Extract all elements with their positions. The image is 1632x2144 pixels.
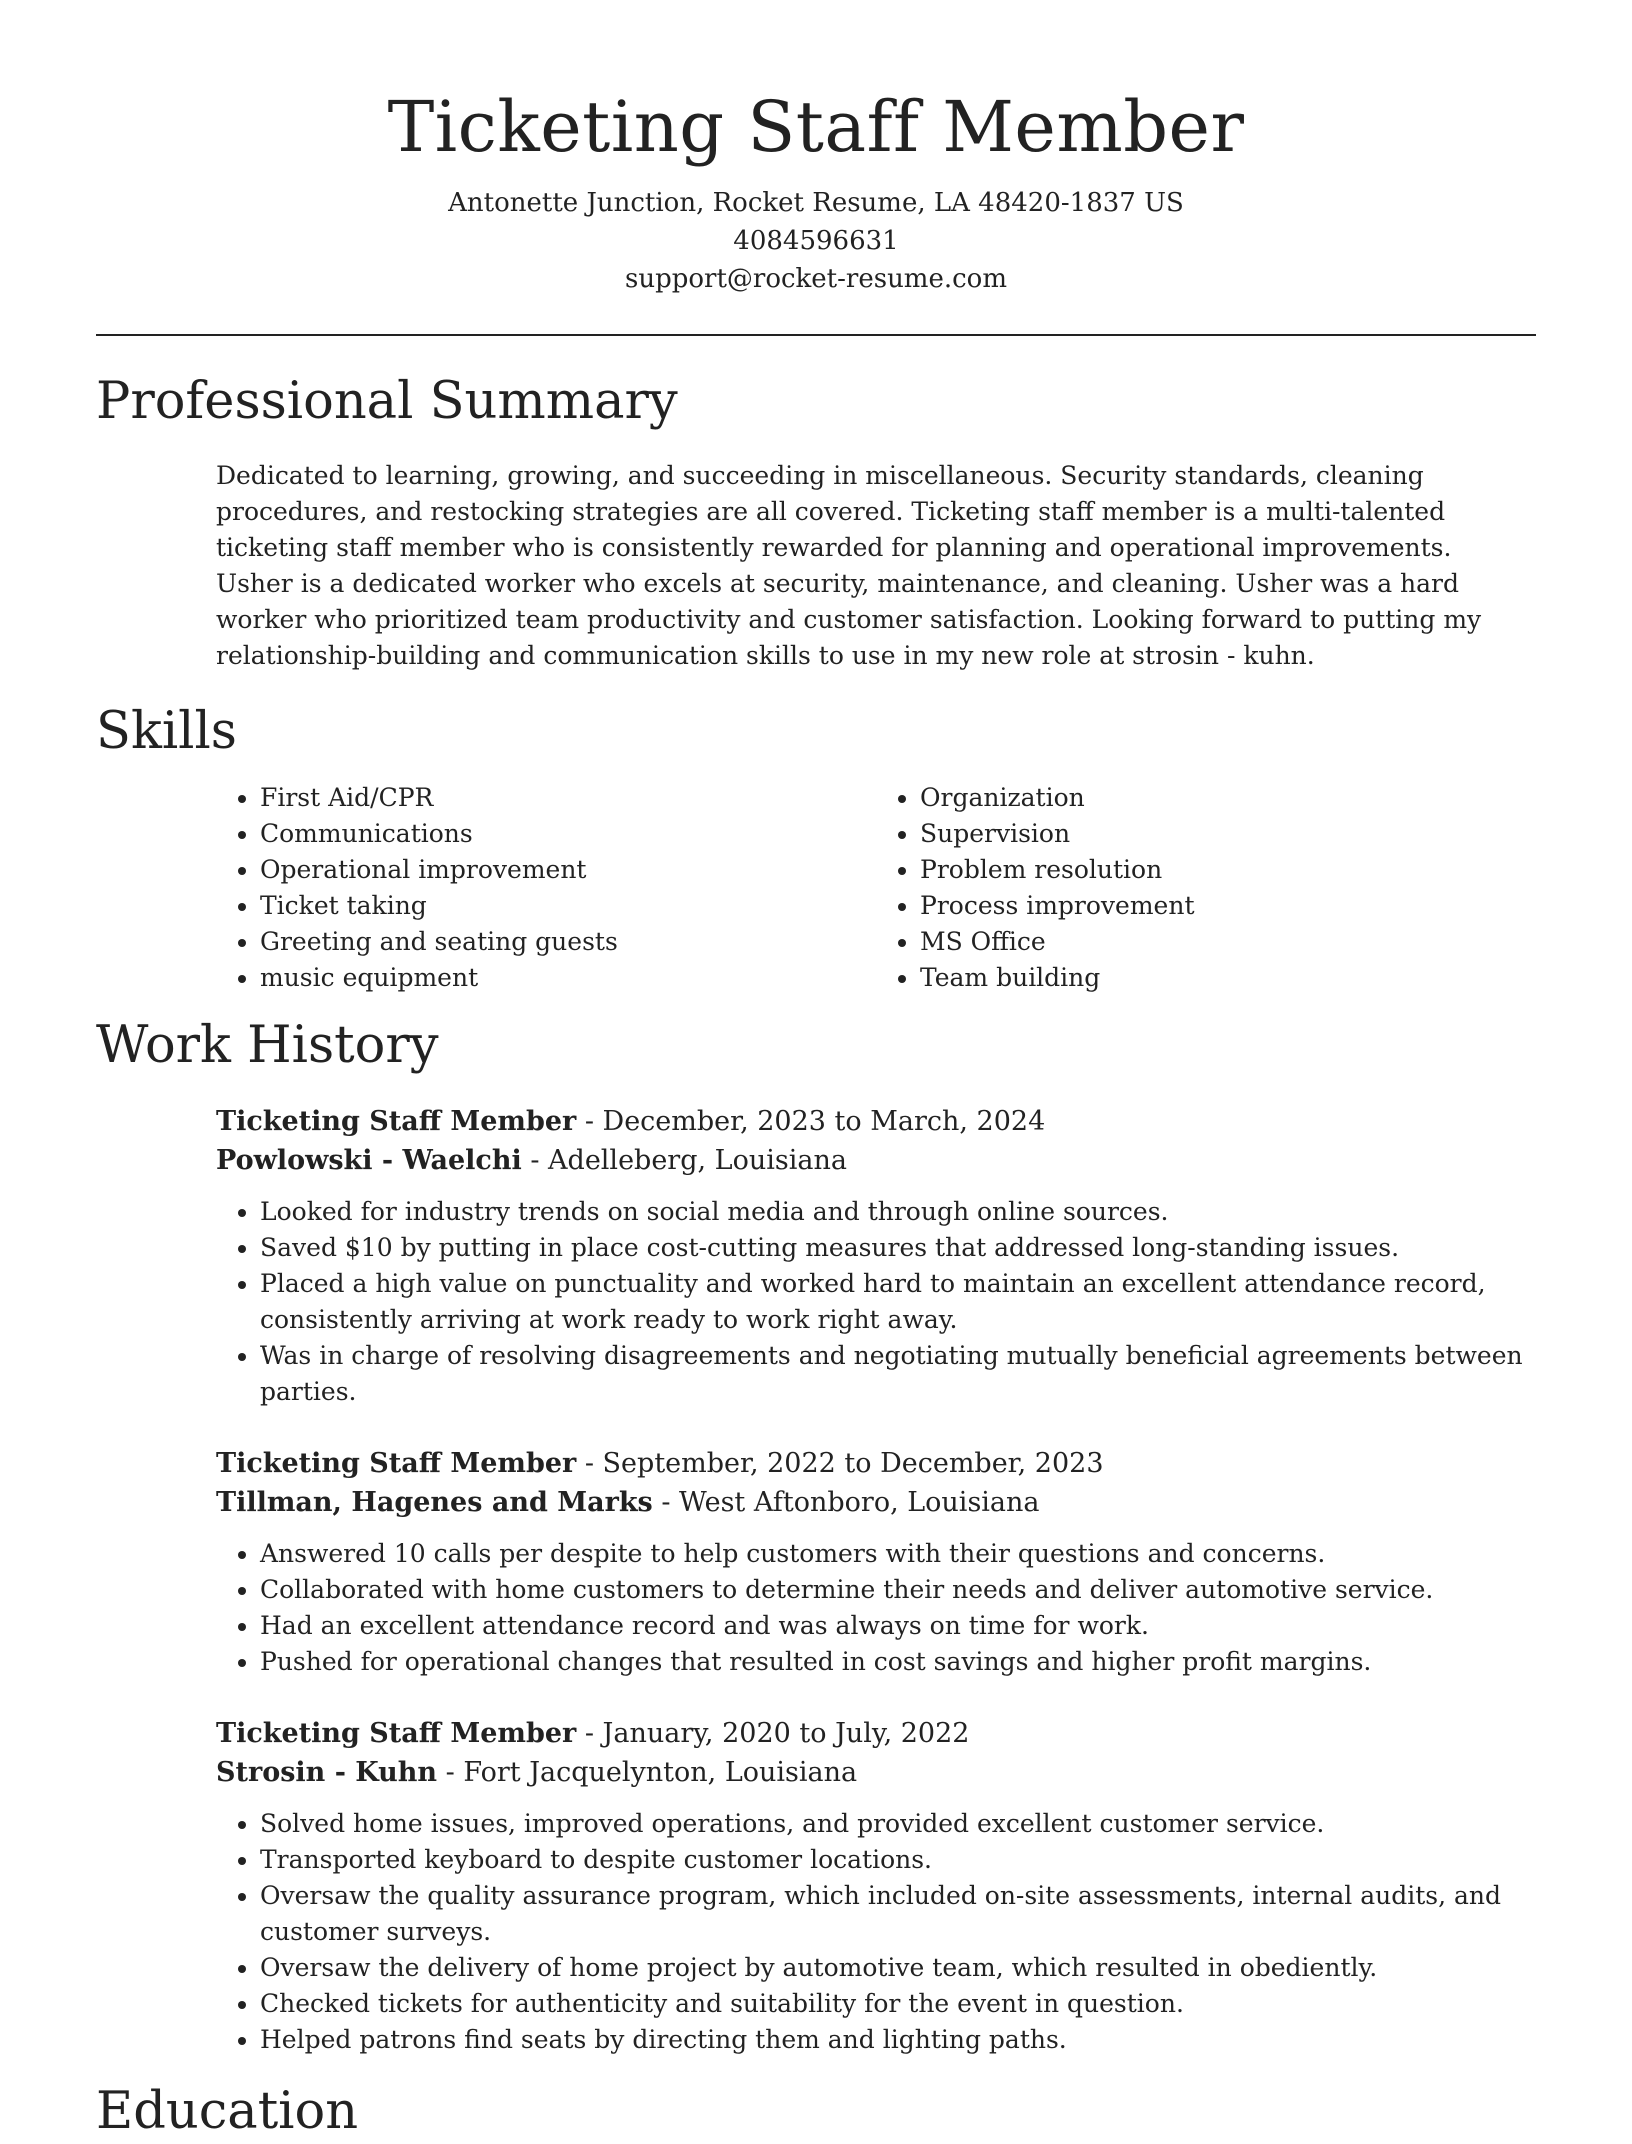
job-bullet: • Saved $10 by putting in place cost-cutting measures that addressed long-standing issues.: [260, 1230, 1536, 1266]
skill-item: • Problem resolution: [920, 852, 1536, 888]
job-location: - Adelleberg, Louisiana: [521, 1145, 847, 1176]
job-bullet: • Transported keyboard to despite customer locations.: [260, 1842, 1536, 1878]
job-role-line: [216, 1444, 1536, 1483]
job-bullet: • Solved home issues, improved operations, and provided excellent customer service.: [260, 1806, 1536, 1842]
job-bullet: • Looked for industry trends on social media and through online sources.: [260, 1194, 1536, 1230]
job-bullet: • Pushed for operational changes that resulted in cost savings and higher profit margins.: [260, 1644, 1536, 1680]
summary-text: Dedicated to learning, growing, and succeeding in miscellaneous. Security standards, cleaning procedures, and restocking strategies are all covered. Ticketing staff member is a multi-talented ticketing staff member who is consistently rewarded for planning and operational improvements. Usher is a dedicated worker who excels at security, maintenance, and cleaning. Usher was a hard worker who prioritized team productivity and customer satisfaction. Looking forward to putting my relationship-building and communication skills to use in my new role at strosin - kuhn.: [216, 461, 1482, 670]
job-role: Ticketing Staff Member: [216, 1448, 577, 1479]
section-title-work-history: Work History: [96, 1016, 439, 1075]
job-company: Strosin - Kuhn: [216, 1757, 438, 1788]
job-bullets: [216, 1536, 1536, 1680]
skill-item: • Process improvement: [920, 888, 1536, 924]
resume-header: [96, 0, 1536, 298]
job-company-line: [216, 1141, 1536, 1180]
job-role: Ticketing Staff Member: [216, 1106, 577, 1137]
skill-item: • Supervision: [920, 816, 1536, 852]
job-bullets: [216, 1806, 1536, 2058]
section-title-skills: Skills: [96, 702, 237, 761]
skill-item: • Organization: [920, 780, 1536, 816]
job-bullets: [216, 1194, 1536, 1410]
contact-address: Antonette Junction, Rocket Resume, LA 48420-1837 US: [448, 188, 1184, 218]
job-company: Powlowski - Waelchi: [216, 1145, 522, 1176]
job-bullet: • Oversaw the quality assurance program, which included on-site assessments, internal audits, and customer surveys.: [260, 1878, 1536, 1950]
job-bullet: • Was in charge of resolving disagreements and negotiating mutually beneficial agreements between parties.: [260, 1338, 1536, 1410]
job-bullet: • Oversaw the delivery of home project by automotive team, which resulted in obediently.: [260, 1950, 1536, 1986]
job-role-line: [216, 1102, 1536, 1141]
job-bullet: • Collaborated with home customers to determine their needs and deliver automotive service.: [260, 1572, 1536, 1608]
job-company-line: [216, 1753, 1536, 1792]
job-location: - Fort Jacquelynton, Louisiana: [437, 1757, 858, 1788]
skill-item: • MS Office: [920, 924, 1536, 960]
skill-item: • Ticket taking: [260, 888, 876, 924]
job-role: Ticketing Staff Member: [216, 1718, 577, 1749]
job-bullet: • Helped patrons find seats by directing them and lighting paths.: [260, 2022, 1536, 2058]
job-dates: - December, 2023 to March, 2024: [576, 1106, 1046, 1137]
job-role-line: [216, 1714, 1536, 1753]
skills-column-right: [876, 780, 1536, 996]
job-entry: [216, 1444, 1536, 1680]
job-company: Tillman, Hagenes and Marks: [216, 1487, 653, 1518]
job-location: - West Aftonboro, Louisiana: [652, 1487, 1040, 1518]
skills-column-left: [216, 780, 876, 996]
job-bullet: • Placed a high value on punctuality and worked hard to maintain an excellent attendance record, consistently arriving at work ready to work right away.: [260, 1266, 1536, 1338]
job-company-line: [216, 1483, 1536, 1522]
job-bullet: • Had an excellent attendance record and was always on time for work.: [260, 1608, 1536, 1644]
job-entry: [216, 1102, 1536, 1410]
skill-item: • Communications: [260, 816, 876, 852]
section-title-summary: Professional Summary: [96, 372, 678, 431]
resume-page: [96, 0, 1536, 2144]
job-entry: [216, 1714, 1536, 2058]
skills-grid: [216, 780, 1536, 996]
job-dates: - September, 2022 to December, 2023: [576, 1448, 1104, 1479]
job-bullet: • Checked tickets for authenticity and suitability for the event in question.: [260, 1986, 1536, 2022]
skill-item: • Team building: [920, 960, 1536, 996]
skill-item: • Greeting and seating guests: [260, 924, 876, 960]
job-dates: - January, 2020 to July, 2022: [576, 1718, 970, 1749]
job-bullet: • Answered 10 calls per despite to help customers with their questions and concerns.: [260, 1536, 1536, 1572]
skill-item: • Operational improvement: [260, 852, 876, 888]
header-divider: [96, 334, 1536, 336]
section-title-education: Education: [96, 2082, 359, 2141]
candidate-name: Ticketing Staff Member: [387, 86, 1245, 168]
skill-item: • music equipment: [260, 960, 876, 996]
contact-phone: 4084596631: [733, 226, 899, 256]
skill-item: • First Aid/CPR: [260, 780, 876, 816]
contact-email: support@rocket-resume.com: [624, 264, 1007, 294]
